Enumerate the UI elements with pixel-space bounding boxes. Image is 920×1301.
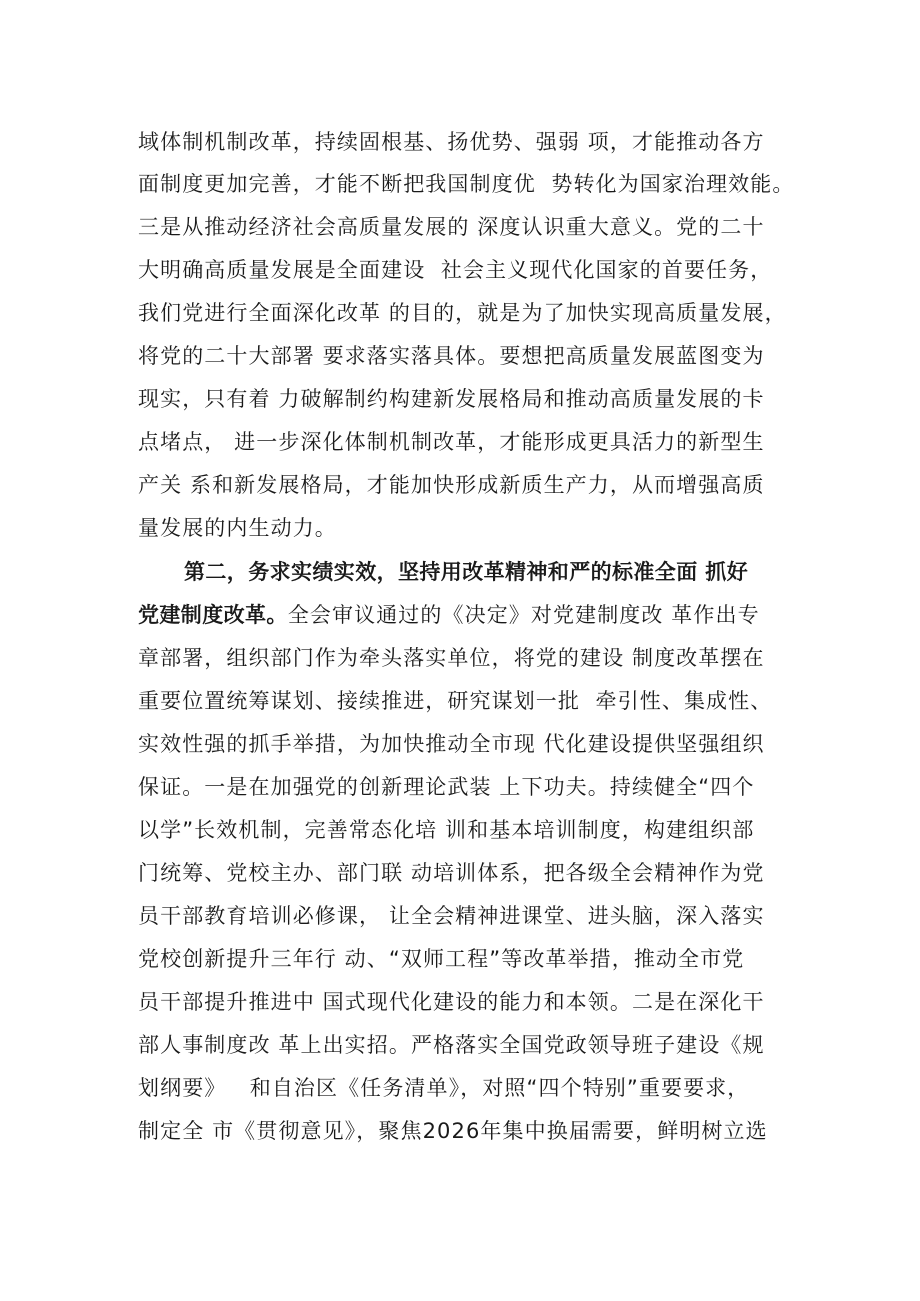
section-heading-line: 第二，务求实绩实效，坚持用改革精神和严的标准全面 抓好 — [184, 560, 749, 584]
text-line-12: 重要位置统筹谋划、接续推进，研究谋划一批 牵引性、集成性、 — [138, 689, 773, 713]
text-line-22: 制定全 市《贯彻意见》，聚焦2026年集中换届需要，鲜明树立选 — [138, 1119, 768, 1143]
text-line-20: 部人事制度改 革上出实招。严格落实全国党政领导班子建设《规 — [138, 1033, 765, 1057]
text-line-14: 保证。一是在加强党的创新理论武装 上下功夫。持续健全“四个 — [138, 775, 755, 799]
text-line-11: 章部署，组织部门作为牵头落实单位，将党的建设 制度改革摆在 — [138, 646, 765, 670]
text-line-8: 点堵点， 进一步深化体制机制改革，才能形成更具活力的新型生 — [138, 430, 765, 454]
text-line-10: 量发展的内生动力。 — [138, 516, 337, 540]
text-line-13: 实效性强的抓手举措，为加快推动全市现 代化建设提供坚强组织 — [138, 732, 765, 756]
text-line-3: 三是从推动经济社会高质量发展的 深度认识重大意义。党的二十 — [138, 215, 765, 239]
text-line-1: 域体制机制改革，持续固根基、扬优势、强弱 项，才能推动各方 — [138, 130, 765, 154]
text-line-18: 党校创新提升三年行 动、“双师工程”等改革举措，推动全市党 — [138, 947, 745, 971]
section-body-start: 全会审议通过的《决定》对党建制度改 革作出专 — [287, 603, 760, 627]
text-line-15: 以学”长效机制，完善常态化培 训和基本培训制度，构建组织部 — [138, 818, 755, 842]
section-heading-tail: 党建制度改革。 — [138, 603, 288, 627]
text-line-17: 员干部教育培训必修课， 让全会精神进课堂、进头脑，深入落实 — [138, 904, 765, 928]
text-line-7: 现实，只有着 力破解制约构建新发展格局和推动高质量发展的卡 — [138, 387, 765, 411]
text-line-6: 将党的二十大部署 要求落实落具体。要想把高质量发展蓝图变为 — [138, 344, 765, 368]
text-line-5: 我们党进行全面深化改革 的目的，就是为了加快实现高质量发展， — [138, 301, 787, 325]
text-line-9: 产关 系和新发展格局，才能加快形成新质生产力，从而增强高质 — [138, 473, 765, 497]
section-heading-continuation — [138, 601, 760, 629]
text-line-19: 员干部提升推进中 国式现代化建设的能力和本领。二是在深化干 — [138, 990, 765, 1014]
text-line-16: 门统筹、党校主办、部门联 动培训体系，把各级全会精神作为党 — [138, 861, 765, 885]
text-line-21: 划纲要》 和自治区《任务清单》，对照“四个特别”重要要求， — [138, 1076, 750, 1100]
text-line-2: 面制度更加完善，才能不断把我国制度优 势转化为国家治理效能。 — [138, 172, 795, 196]
text-line-4: 大明确高质量发展是全面建设 社会主义现代化国家的首要任务， — [138, 258, 773, 282]
